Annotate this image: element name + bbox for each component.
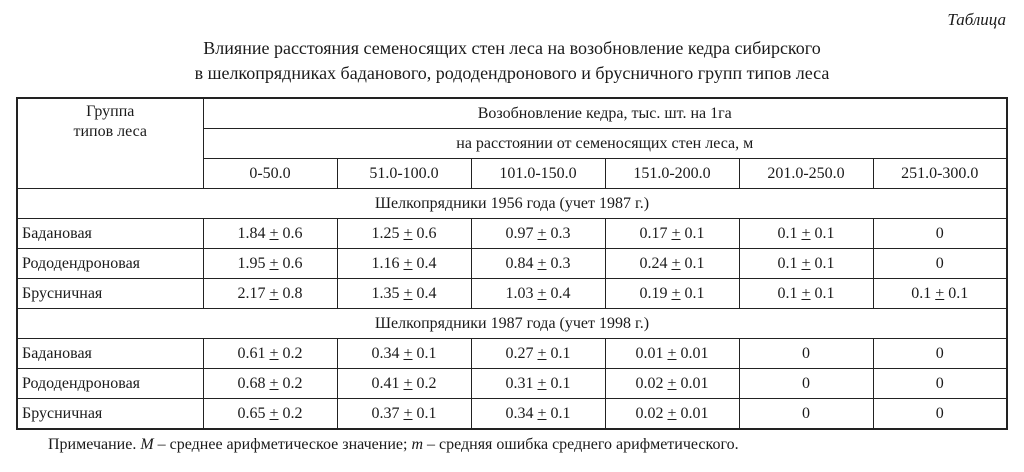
plus-minus-sign: + (801, 284, 811, 302)
plus-minus-sign: + (537, 404, 547, 422)
value-cell (873, 279, 1007, 309)
mean-value: 0 (935, 374, 944, 392)
table-caption-label: Таблица (947, 10, 1006, 29)
value-cell (337, 249, 471, 279)
value-cell (471, 399, 605, 430)
value-cell (203, 249, 337, 279)
value-cell (605, 399, 739, 430)
value-cell (873, 249, 1007, 279)
range-header-cell: 0-50.0 (203, 159, 337, 189)
value-cell (605, 339, 739, 369)
mean-value: 0.02 (635, 374, 664, 392)
section-title: Шелкопрядники 1956 года (учет 1987 г.) (17, 189, 1007, 219)
mean-value: 0.1 (777, 224, 798, 242)
plus-minus-sign: + (403, 254, 413, 272)
value-cell (605, 369, 739, 399)
mean-value: 0.61 (237, 344, 266, 362)
value-cell (471, 219, 605, 249)
plus-minus-sign: + (403, 404, 413, 422)
value-cell (203, 399, 337, 430)
mean-value: 0.1 (777, 284, 798, 302)
error-value: 0.1 (416, 344, 437, 362)
value-cell (739, 219, 873, 249)
table-row (17, 279, 1007, 309)
value-cell (471, 279, 605, 309)
section-header-row (17, 189, 1007, 219)
row-group-name: Брусничная (17, 399, 203, 430)
plus-minus-sign: + (537, 254, 547, 272)
note-prefix: Примечание. (48, 436, 137, 453)
value-cell (471, 339, 605, 369)
plus-minus-sign: + (269, 374, 279, 392)
plus-minus-sign: + (537, 224, 547, 242)
value-cell (739, 399, 873, 430)
error-value: 0.8 (282, 284, 303, 302)
mean-value: 0.1 (777, 254, 798, 272)
header-row-1 (17, 98, 1007, 129)
value-cell (605, 279, 739, 309)
table-title (0, 36, 1024, 86)
error-value: 0.4 (550, 284, 571, 302)
row-group-name: Брусничная (17, 279, 203, 309)
value-cell (203, 369, 337, 399)
plus-minus-sign: + (269, 254, 279, 272)
value-cell (337, 219, 471, 249)
value-cell (605, 249, 739, 279)
row-group-name: Бадановая (17, 219, 203, 249)
mean-value: 0 (802, 344, 810, 362)
error-value: 0.1 (684, 224, 705, 242)
error-value: 0.01 (680, 374, 709, 392)
mean-value: 1.84 (237, 224, 266, 242)
mean-value: 0.01 (635, 344, 664, 362)
plus-minus-sign: + (403, 374, 413, 392)
error-value: 0.1 (948, 284, 969, 302)
range-header-cell: 101.0-150.0 (471, 159, 605, 189)
value-cell (337, 399, 471, 430)
value-cell (203, 339, 337, 369)
error-value: 0.6 (282, 254, 303, 272)
mean-value: 0 (802, 404, 810, 422)
range-header-cell: 151.0-200.0 (605, 159, 739, 189)
mean-value: 0.24 (639, 254, 668, 272)
plus-minus-sign: + (667, 374, 677, 392)
plus-minus-sign: + (537, 344, 547, 362)
plus-minus-sign: + (403, 224, 413, 242)
mean-value: 0 (935, 224, 944, 242)
value-cell (739, 369, 873, 399)
error-value: 0.1 (550, 404, 571, 422)
data-table (16, 97, 1008, 430)
plus-minus-sign: + (269, 404, 279, 422)
table-row (17, 249, 1007, 279)
note-M-description: – среднее арифметическое значение; (157, 436, 408, 453)
value-cell (471, 249, 605, 279)
note-m-description: – средняя ошибка среднего арифметического. (427, 436, 739, 453)
error-value: 0.4 (416, 284, 437, 302)
mean-value: 0 (935, 344, 944, 362)
row-group-name: Рододендроновая (17, 369, 203, 399)
error-value: 0.1 (416, 404, 437, 422)
error-value: 0.01 (680, 404, 709, 422)
value-cell (203, 279, 337, 309)
mean-value: 1.16 (371, 254, 400, 272)
plus-minus-sign: + (403, 344, 413, 362)
group-header-line-1: Группа (86, 103, 135, 120)
plus-minus-sign: + (403, 284, 413, 302)
plus-minus-sign: + (671, 254, 681, 272)
error-value: 0.6 (282, 224, 303, 242)
value-cell (739, 279, 873, 309)
distance-header-cell: на расстоянии от семеносящих стен леса, м (203, 129, 1007, 159)
table-title-line-2: в шелкопрядниках баданового, рододендронового и брусничного групп типов леса (194, 63, 830, 83)
plus-minus-sign: + (671, 224, 681, 242)
mean-value: 1.35 (371, 284, 400, 302)
plus-minus-sign: + (269, 224, 279, 242)
mean-value: 0.1 (911, 284, 932, 302)
value-cell (739, 249, 873, 279)
renewal-header-cell: Возобновление кедра, тыс. шт. на 1га (203, 98, 1007, 129)
mean-value: 1.95 (237, 254, 266, 272)
error-value: 0.1 (550, 344, 571, 362)
value-cell (337, 339, 471, 369)
value-cell (605, 219, 739, 249)
mean-value: 2.17 (237, 284, 266, 302)
group-header-line-2: типов леса (73, 123, 148, 140)
mean-value: 1.03 (505, 284, 534, 302)
table-row (17, 339, 1007, 369)
plus-minus-sign: + (667, 404, 677, 422)
row-group-name: Рододендроновая (17, 249, 203, 279)
range-header-cell: 251.0-300.0 (873, 159, 1007, 189)
group-header-cell (17, 98, 203, 189)
table-row (17, 399, 1007, 430)
mean-value: 0.34 (505, 404, 534, 422)
plus-minus-sign: + (801, 254, 811, 272)
error-value: 0.4 (416, 254, 437, 272)
mean-value: 0.02 (635, 404, 664, 422)
mean-value: 0.97 (505, 224, 534, 242)
mean-value: 0.34 (371, 344, 400, 362)
section-header-row (17, 309, 1007, 339)
plus-minus-sign: + (537, 284, 547, 302)
error-value: 0.2 (282, 374, 303, 392)
table-title-line-1: Влияние расстояния семеносящих стен леса на возобновление кедра сибирского (203, 38, 821, 58)
error-value: 0.3 (550, 254, 571, 272)
section-title: Шелкопрядники 1987 года (учет 1998 г.) (17, 309, 1007, 339)
plus-minus-sign: + (671, 284, 681, 302)
mean-value: 0 (935, 404, 944, 422)
value-cell (337, 279, 471, 309)
error-value: 0.6 (416, 224, 437, 242)
plus-minus-sign: + (667, 344, 677, 362)
error-value: 0.2 (282, 344, 303, 362)
value-cell (873, 339, 1007, 369)
plus-minus-sign: + (801, 224, 811, 242)
value-cell (873, 369, 1007, 399)
row-group-name: Бадановая (17, 339, 203, 369)
mean-value: 0 (935, 254, 944, 272)
plus-minus-sign: + (935, 284, 945, 302)
table-note (48, 436, 739, 454)
plus-minus-sign: + (537, 374, 547, 392)
error-value: 0.3 (550, 224, 571, 242)
value-cell (203, 219, 337, 249)
note-m-symbol: m (411, 436, 423, 453)
error-value: 0.2 (416, 374, 437, 392)
mean-value: 0.19 (639, 284, 668, 302)
value-cell (337, 369, 471, 399)
range-header-cell: 201.0-250.0 (739, 159, 873, 189)
error-value: 0.1 (814, 224, 835, 242)
error-value: 0.1 (814, 284, 835, 302)
mean-value: 0.68 (237, 374, 266, 392)
range-header-cell: 51.0-100.0 (337, 159, 471, 189)
mean-value: 1.25 (371, 224, 400, 242)
plus-minus-sign: + (269, 344, 279, 362)
error-value: 0.1 (550, 374, 571, 392)
value-cell (739, 339, 873, 369)
mean-value: 0.27 (505, 344, 534, 362)
error-value: 0.1 (684, 284, 705, 302)
mean-value: 0.37 (371, 404, 400, 422)
error-value: 0.1 (684, 254, 705, 272)
plus-minus-sign: + (269, 284, 279, 302)
mean-value: 0.41 (371, 374, 400, 392)
mean-value: 0.65 (237, 404, 266, 422)
mean-value: 0.17 (639, 224, 668, 242)
note-M-symbol: M (140, 436, 154, 453)
error-value: 0.2 (282, 404, 303, 422)
table-row (17, 369, 1007, 399)
value-cell (873, 219, 1007, 249)
table-row (17, 219, 1007, 249)
mean-value: 0.31 (505, 374, 534, 392)
value-cell (471, 369, 605, 399)
mean-value: 0.84 (505, 254, 534, 272)
mean-value: 0 (802, 374, 810, 392)
error-value: 0.01 (680, 344, 709, 362)
value-cell (873, 399, 1007, 430)
error-value: 0.1 (814, 254, 835, 272)
